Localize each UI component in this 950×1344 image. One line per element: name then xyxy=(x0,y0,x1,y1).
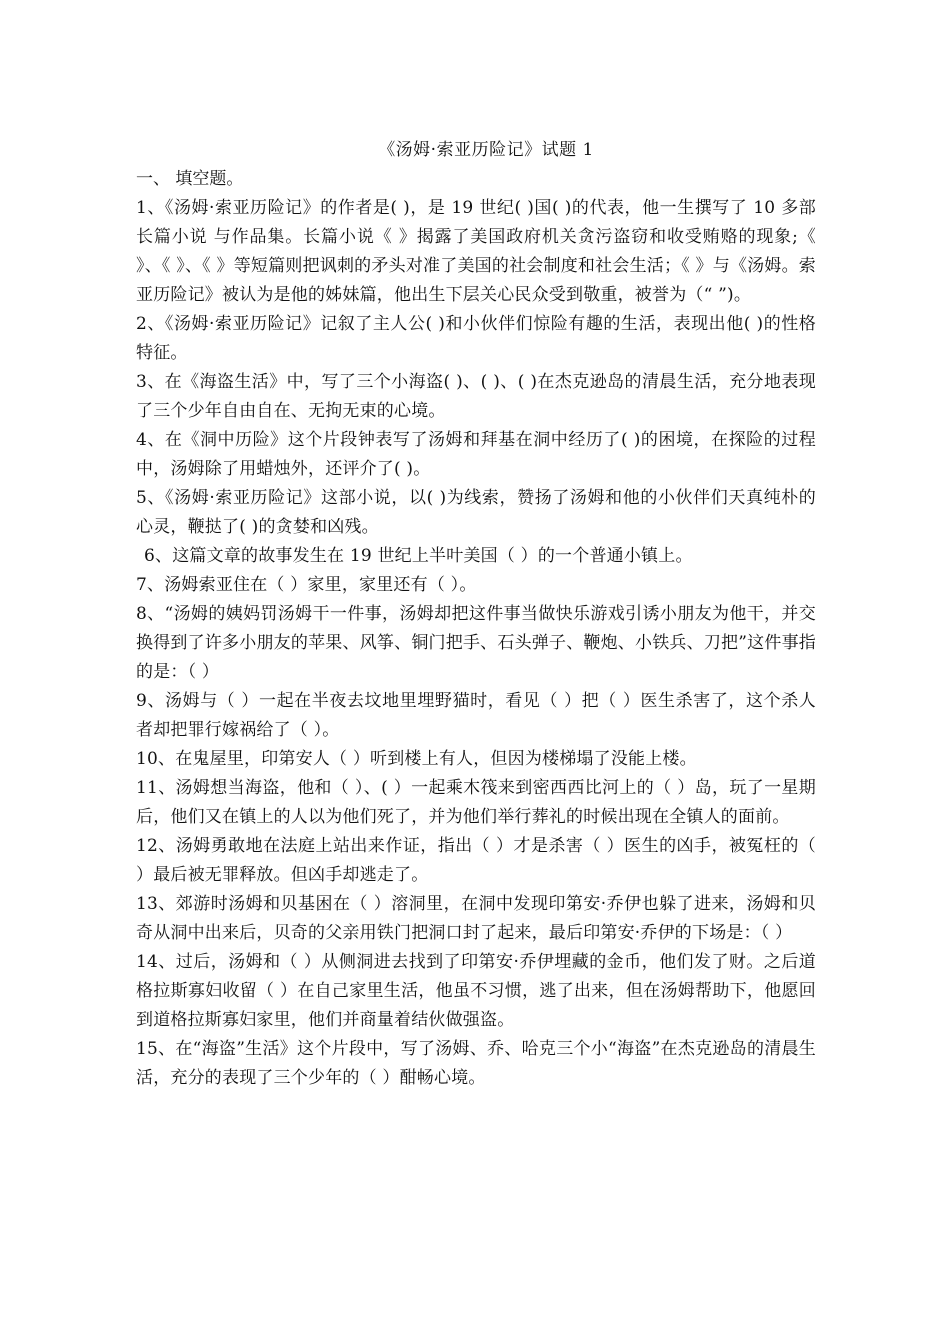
question-10: 10、在鬼屋里，印第安人（ ）听到楼上有人，但因为楼梯塌了没能上楼。 xyxy=(136,749,697,769)
question-13: 13、郊游时汤姆和贝基困在（ ）溶洞里，在洞中发现印第安·乔伊也躲了进来，汤姆和贝奇从洞中出来后，贝奇的父亲用铁门把洞口封了起来，最后印第安·乔伊的下场是：（ ） xyxy=(136,894,816,943)
question-14: 14、过后，汤姆和（ ）从侧洞进去找到了印第安·乔伊埋藏的金币，他们发了财。之后道格拉斯寡妇收留（ ）在自己家里生活，他虽不习惯，逃了出来，但在汤姆帮助下，他愿回到道格拉斯寡妇家里，他们并商量着结伙做强盗。 xyxy=(136,952,816,1030)
question-7: 7、汤姆索亚住在（ ）家里，家里还有（ ）。 xyxy=(136,575,477,595)
question-6: 6、这篇文章的故事发生在 19 世纪上半叶美国（ ）的一个普通小镇上。 xyxy=(144,546,693,566)
document-page xyxy=(136,136,816,1093)
section-heading: 一、 填空题。 xyxy=(136,169,244,189)
question-2: 2、《汤姆·索亚历险记》记叙了主人公( )和小伙伴们惊险有趣的生活，表现出他( )的性格特征。 xyxy=(136,314,816,363)
question-5: 5、《汤姆·索亚历险记》这部小说，以( )为线索，赞扬了汤姆和他的小伙伴们天真纯朴的心灵，鞭挞了( )的贪婪和凶残。 xyxy=(136,488,816,537)
question-12: 12、汤姆勇敢地在法庭上站出来作证，指出（ ）才是杀害（ ）医生的凶手，被冤枉的（ ）最后被无罪释放。但凶手却逃走了。 xyxy=(136,836,816,885)
question-1: 1、《汤姆·索亚历险记》的作者是( )，是 19 世纪( )国( )的代表，他一生撰写了 10 多部长篇小说 与作品集。长篇小说《 》揭露了美国政府机关贪污盗窃和收受贿赂的现象;《 》、《 》、《 》等短篇则把讽刺的矛头对准了美国的社会制度和社会生活；《 》与《汤姆。索亚历险记》被认为是他的姊妹篇，他出生下层关心民众受到敬重，被誉为（“ ”)。 xyxy=(136,198,816,305)
question-11: 11、汤姆想当海盗，他和（ ）、( ）一起乘木筏来到密西西比河上的（ ）岛，玩了一星期后，他们又在镇上的人以为他们死了，并为他们举行葬礼的时候出现在全镇人的面前。 xyxy=(136,778,816,827)
question-8: 8、“汤姆的姨妈罚汤姆干一件事，汤姆却把这件事当做快乐游戏引诱小朋友为他干，并交换得到了许多小朋友的苹果、风筝、铜门把手、石头弹子、鞭炮、小铁兵、刀把”这件事指的是：（ ） xyxy=(136,604,816,682)
question-15: 15、在“海盗”生活》这个片段中，写了汤姆、乔、哈克三个小“海盗”在杰克逊岛的清晨生活，充分的表现了三个少年的（ ）酣畅心境。 xyxy=(136,1039,816,1088)
question-4: 4、在《洞中历险》这个片段钟表写了汤姆和拜基在洞中经历了( )的困境，在探险的过程中，汤姆除了用蜡烛外，还评介了( )。 xyxy=(136,430,816,479)
question-3: 3、在《海盗生活》中，写了三个小海盗( )、( )、( )在杰克逊岛的清晨生活，充分地表现了三个少年自由自在、无拘无束的心境。 xyxy=(136,372,816,421)
document-title: 《汤姆·索亚历险记》试题 1 xyxy=(378,140,594,160)
question-9: 9、汤姆与（ ）一起在半夜去坟地里埋野猫时，看见（ ）把（ ）医生杀害了，这个杀人者却把罪行嫁祸给了（ ）。 xyxy=(136,691,816,740)
